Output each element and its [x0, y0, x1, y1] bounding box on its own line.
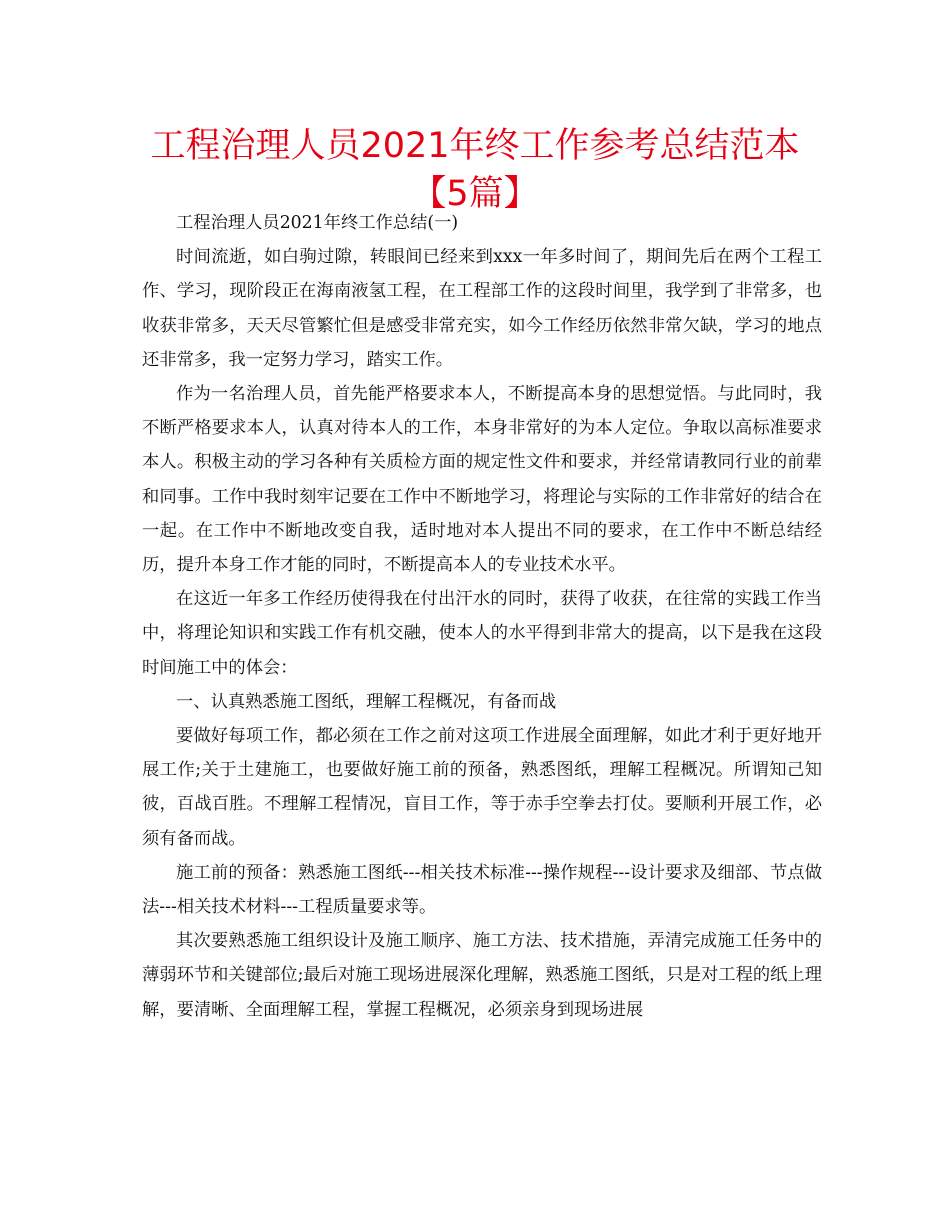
section-heading: 工程治理人员2021年终工作总结(一) — [176, 213, 459, 233]
body-paragraph: 其次要熟悉施工组织设计及施工顺序、施工方法、技术措施，弄清完成施工任务中的薄弱环节和关键部位;最后对施工现场进展深化理解，熟悉施工图纸，只是对工程的纸上理解，要清晰、全面理解工程，掌握工程概况，必须亲身到现场进展 — [142, 931, 822, 1020]
document-body — [142, 206, 822, 1027]
body-paragraph: 时间流逝，如白驹过隙，转眼间已经来到xxx一年多时间了，期间先后在两个工程工作、学习，现阶段正在海南液氢工程，在工程部工作的这段时间里，我学到了非常多，也收获非常多，天天尽管繁忙但是感受非常充实，如今工作经历依然非常欠缺，学习的地点还非常多，我一定努力学习，踏实工作。 — [142, 247, 822, 370]
subsection-heading: 一、认真熟悉施工图纸，理解工程概况，有备而战 — [176, 691, 557, 712]
body-paragraph: 在这近一年多工作经历使得我在付出汗水的同时，获得了收获，在往常的实践工作当中，将理论知识和实践工作有机交融，使本人的水平得到非常大的提高，以下是我在这段时间施工中的体会： — [142, 589, 822, 678]
body-paragraph: 作为一名治理人员，首先能严格要求本人，不断提高本身的思想觉悟。与此同时，我不断严格要求本人，认真对待本人的工作，本身非常好的为本人定位。争取以高标准要求本人。积极主动的学习各种有关质检方面的规定性文件和要求，并经常请教同行业的前辈和同事。工作中我时刻牢记要在工作中不断地学习，将理论与实际的工作非常好的结合在一起。在工作中不断地改变自我，适时地对本人提出不同的要求，在工作中不断总结经历，提升本身工作才能的同时，不断提高本人的专业技术水平。 — [142, 384, 822, 576]
document-title: 工程治理人员2021年终工作参考总结范本【5篇】 — [150, 126, 800, 214]
body-paragraph: 施工前的预备：熟悉施工图纸---相关技术标准---操作规程---设计要求及细部、节点做法---相关技术材料---工程质量要求等。 — [142, 862, 822, 918]
body-paragraph: 要做好每项工作，都必须在工作之前对这项工作进展全面理解，如此才利于更好地开展工作;关于土建施工，也要做好施工前的预备，熟悉图纸，理解工程概况。所谓知己知彼，百战百胜。不理解工程情况，盲目工作，等于赤手空拳去打仗。要顺利开展工作，必须有备而战。 — [142, 726, 822, 849]
